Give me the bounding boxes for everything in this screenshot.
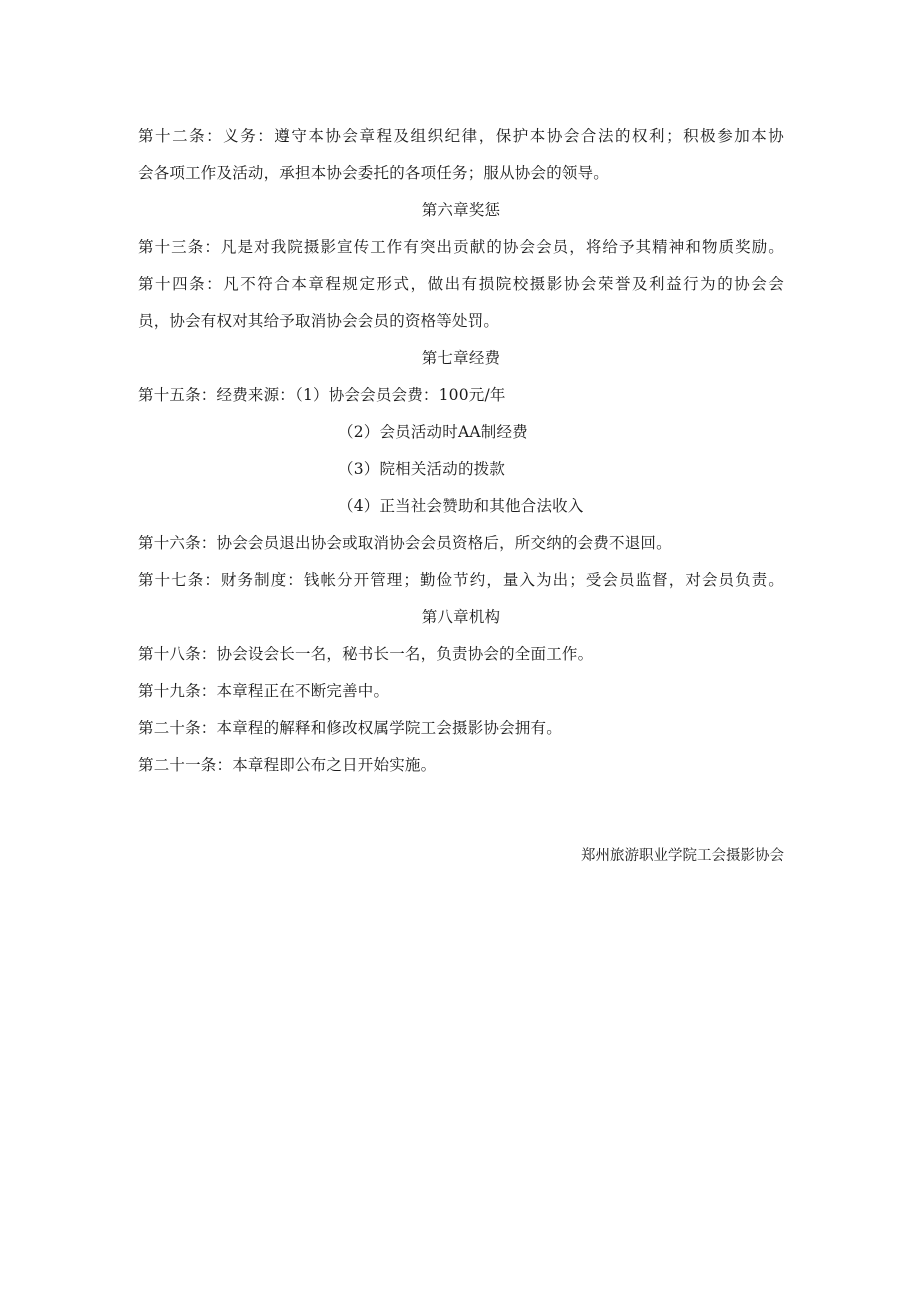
article-15-item-2: （2）会员活动时AA制经费	[338, 423, 528, 441]
article-13: 第十三条：凡是对我院摄影宣传工作有突出贡献的协会会员，将给予其精神和物质奖励。	[138, 238, 784, 256]
chapter-8-heading: 第八章机构	[421, 608, 501, 626]
chapter-7-heading: 第七章经费	[421, 349, 501, 367]
document-body	[138, 118, 784, 784]
article-15-item-4: （4）正当社会赞助和其他合法收入	[338, 497, 584, 515]
article-21: 第二十一条：本章程即公布之日开始实施。	[138, 756, 437, 774]
article-16: 第十六条：协会会员退出协会或取消协会会员资格后，所交纳的会费不退回。	[138, 534, 672, 552]
article-12-line-2: 会各项工作及活动，承担本协会委托的各项任务；服从协会的领导。	[138, 164, 610, 182]
article-14-line-1: 第十四条：凡不符合本章程规定形式，做出有损院校摄影协会荣誉及利益行为的协会会	[138, 275, 784, 293]
article-17: 第十七条：财务制度：钱帐分开管理；勤俭节约，量入为出；受会员监督，对会员负责。	[138, 571, 784, 589]
article-15-line-1: 第十五条：经费来源：（1）协会会员会费：100元/年	[138, 386, 506, 404]
article-18: 第十八条：协会设会长一名，秘书长一名，负责协会的全面工作。	[138, 645, 594, 663]
article-14-line-2: 员，协会有权对其给予取消协会会员的资格等处罚。	[138, 312, 500, 330]
article-19: 第十九条：本章程正在不断完善中。	[138, 682, 390, 700]
article-20: 第二十条：本章程的解释和修改权属学院工会摄影协会拥有。	[138, 719, 562, 737]
chapter-6-heading: 第六章奖惩	[421, 201, 501, 219]
article-15-item-3: （3）院相关活动的拨款	[338, 460, 506, 478]
article-12-line-1: 第十二条：义务：遵守本协会章程及组织纪律，保护本协会合法的权利；积极参加本协	[138, 127, 784, 145]
signature-organization: 郑州旅游职业学院工会摄影协会	[581, 848, 784, 864]
